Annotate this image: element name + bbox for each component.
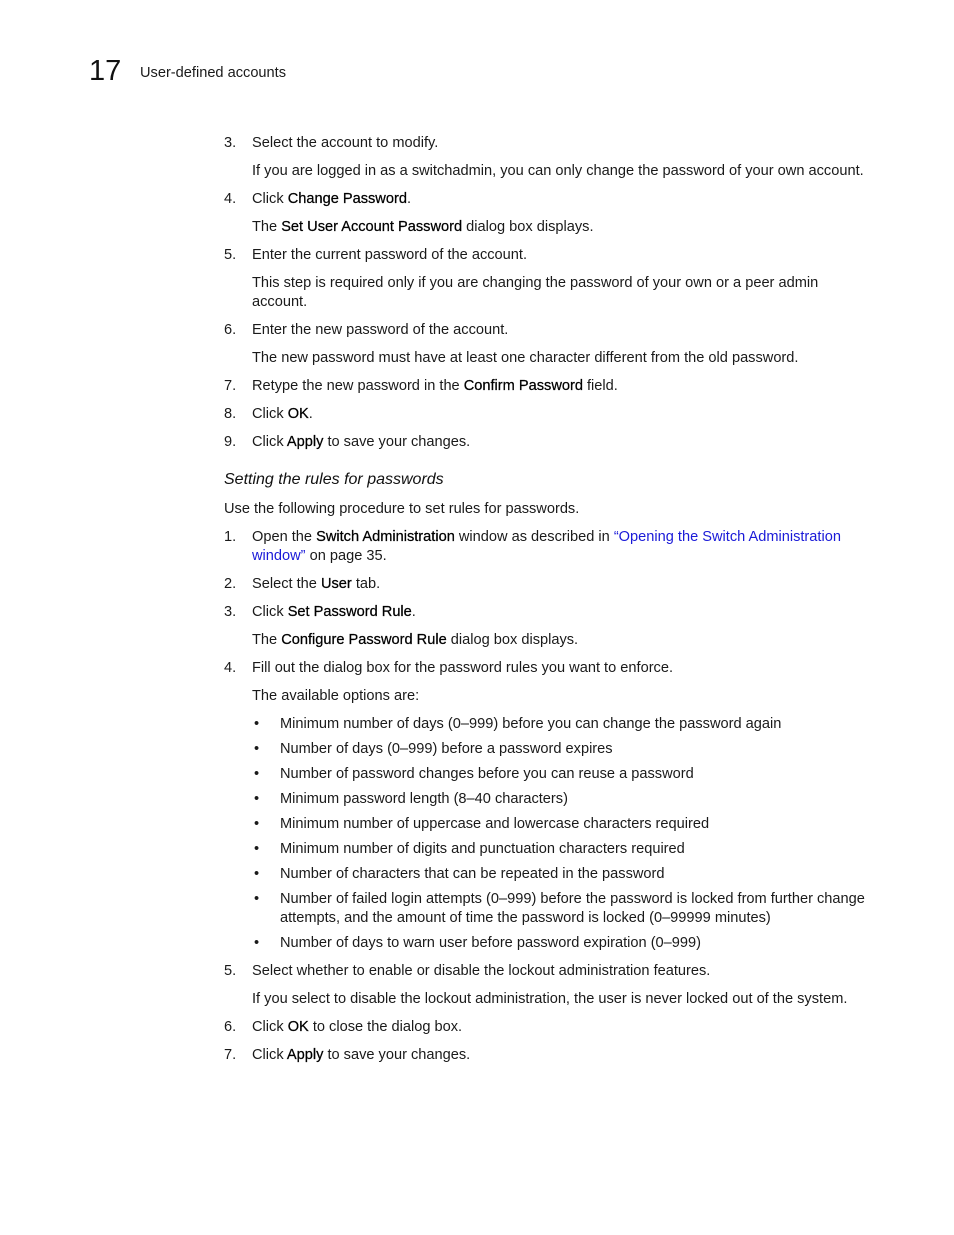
step-5 <box>224 246 874 265</box>
bullet-icon: • <box>254 866 260 882</box>
step-note: The new password must have at least one character different from the old password. <box>252 350 799 366</box>
list-item-text: Minimum number of digits and punctuation characters required <box>280 841 685 857</box>
step-number: 7. <box>224 378 237 394</box>
bullet-icon: • <box>254 741 260 757</box>
step-note: If you are logged in as a switchadmin, you can only change the password of your own account. <box>252 163 864 179</box>
step-text-mid: window as described in <box>454 529 614 545</box>
step-text: Retype the new password in the <box>252 378 464 394</box>
bullet-icon: • <box>254 766 260 782</box>
step-text-post: tab. <box>351 576 381 592</box>
step-text: Select the account to modify. <box>252 135 439 151</box>
step-number: 5. <box>224 963 237 979</box>
rules-step-6 <box>224 1018 874 1037</box>
step-text-post: . <box>411 604 416 620</box>
ui-term-ok: OK <box>287 1019 309 1035</box>
step-text-post: . <box>308 406 313 422</box>
cross-reference-link[interactable]: “Opening the Switch Administration window” <box>252 529 841 564</box>
rules-step-5 <box>224 962 874 981</box>
list-item <box>252 865 874 884</box>
step-3 <box>224 134 874 153</box>
ui-term-apply: Apply <box>286 1047 324 1063</box>
step-text: Select the <box>252 576 321 592</box>
step-note: The available options are: <box>252 688 420 704</box>
step-text: Enter the current password of the account. <box>252 247 528 263</box>
step-text-post: to save your changes. <box>323 434 471 450</box>
page-content <box>224 134 874 1074</box>
step-number: 6. <box>224 322 237 338</box>
list-item <box>252 890 874 928</box>
ui-term-confirm-password: Confirm Password <box>463 378 583 394</box>
step-text: Click <box>252 191 288 207</box>
step-text: Fill out the dialog box for the password rules you want to enforce. <box>252 660 674 676</box>
step-text: Select whether to enable or disable the lockout administration features. <box>252 963 711 979</box>
section-heading: Setting the rules for passwords <box>224 471 444 488</box>
step-text: Click <box>252 604 288 620</box>
chapter-number: 17 <box>89 55 122 87</box>
step-number: 2. <box>224 576 237 592</box>
list-item-text: Number of password changes before you can reuse a password <box>280 766 694 782</box>
ui-term-configure-password-rule: Configure Password Rule <box>281 632 447 648</box>
step-note: This step is required only if you are changing the password of your own or a peer admin account. <box>252 275 819 310</box>
ui-term-apply: Apply <box>286 434 324 450</box>
step-number: 8. <box>224 406 237 422</box>
list-item <box>252 790 874 809</box>
bullet-icon: • <box>254 891 260 907</box>
step-number: 5. <box>224 247 237 263</box>
note-text-post: dialog box displays. <box>446 632 579 648</box>
rules-step-2 <box>224 575 874 594</box>
step-text: Click <box>252 1019 288 1035</box>
section-intro: Use the following procedure to set rules for passwords. <box>224 501 580 517</box>
list-item-text: Minimum number of days (0–999) before you can change the password again <box>280 716 782 732</box>
step-number: 4. <box>224 191 237 207</box>
ui-term-set-password-rule: Set Password Rule <box>287 604 412 620</box>
rules-step-1 <box>224 528 874 566</box>
step-text-post: . <box>406 191 412 207</box>
step-text: Click <box>252 406 288 422</box>
ui-term-ok: OK <box>287 406 309 422</box>
ui-term-user: User <box>320 576 352 592</box>
list-item-text: Number of failed login attempts (0–999) before the password is locked from further change attempts, and the amount of time the password is locked (0–99999 minutes) <box>280 891 865 926</box>
note-text: The <box>252 632 282 648</box>
step-text: Open the <box>252 529 317 545</box>
step-number: 3. <box>224 135 237 151</box>
note-text-post: dialog box displays. <box>462 219 594 235</box>
list-item <box>252 765 874 784</box>
rules-step-4 <box>224 659 874 678</box>
ui-term-set-user-account-password: Set User Account Password <box>281 219 463 235</box>
ui-term-change-password: Change Password <box>287 191 407 207</box>
list-item <box>252 715 874 734</box>
list-item-text: Minimum number of uppercase and lowercase characters required <box>280 816 710 832</box>
step-text-post: field. <box>582 378 618 394</box>
step-number: 7. <box>224 1047 237 1063</box>
list-item-text: Minimum password length (8–40 characters) <box>280 791 568 807</box>
step-number: 3. <box>224 604 237 620</box>
list-item-text: Number of characters that can be repeated in the password <box>280 866 665 882</box>
step-number: 6. <box>224 1019 237 1035</box>
list-item <box>252 840 874 859</box>
step-4 <box>224 190 874 209</box>
step-9 <box>224 433 874 452</box>
list-item <box>252 740 874 759</box>
rules-step-3 <box>224 603 874 622</box>
rules-step-7 <box>224 1046 874 1065</box>
step-note: If you select to disable the lockout administration, the user is never locked out of the system. <box>252 991 848 1007</box>
bullet-icon: • <box>254 816 260 832</box>
step-text: Click <box>252 1047 287 1063</box>
password-options-list <box>224 715 874 953</box>
step-6 <box>224 321 874 340</box>
step-text: Click <box>252 434 287 450</box>
chapter-title: User-defined accounts <box>140 65 287 81</box>
bullet-icon: • <box>254 935 260 951</box>
step-7 <box>224 377 874 396</box>
step-note <box>224 218 874 237</box>
list-item-text: Number of days to warn user before password expiration (0–999) <box>280 935 702 951</box>
ui-term-switch-administration: Switch Administration <box>316 529 455 545</box>
list-item-text: Number of days (0–999) before a password expires <box>280 741 613 757</box>
step-text: Enter the new password of the account. <box>252 322 509 338</box>
step-8 <box>224 405 874 424</box>
step-note <box>224 631 874 650</box>
list-item <box>252 934 874 953</box>
step-text-post: to close the dialog box. <box>308 1019 463 1035</box>
list-item <box>252 815 874 834</box>
bullet-icon: • <box>254 841 260 857</box>
bullet-icon: • <box>254 716 260 732</box>
note-text: The <box>252 219 282 235</box>
step-number: 4. <box>224 660 237 676</box>
step-number: 1. <box>224 529 237 545</box>
step-number: 9. <box>224 434 237 450</box>
step-text-post: to save your changes. <box>323 1047 471 1063</box>
bullet-icon: • <box>254 791 260 807</box>
step-text-post: on page 35. <box>305 548 387 564</box>
